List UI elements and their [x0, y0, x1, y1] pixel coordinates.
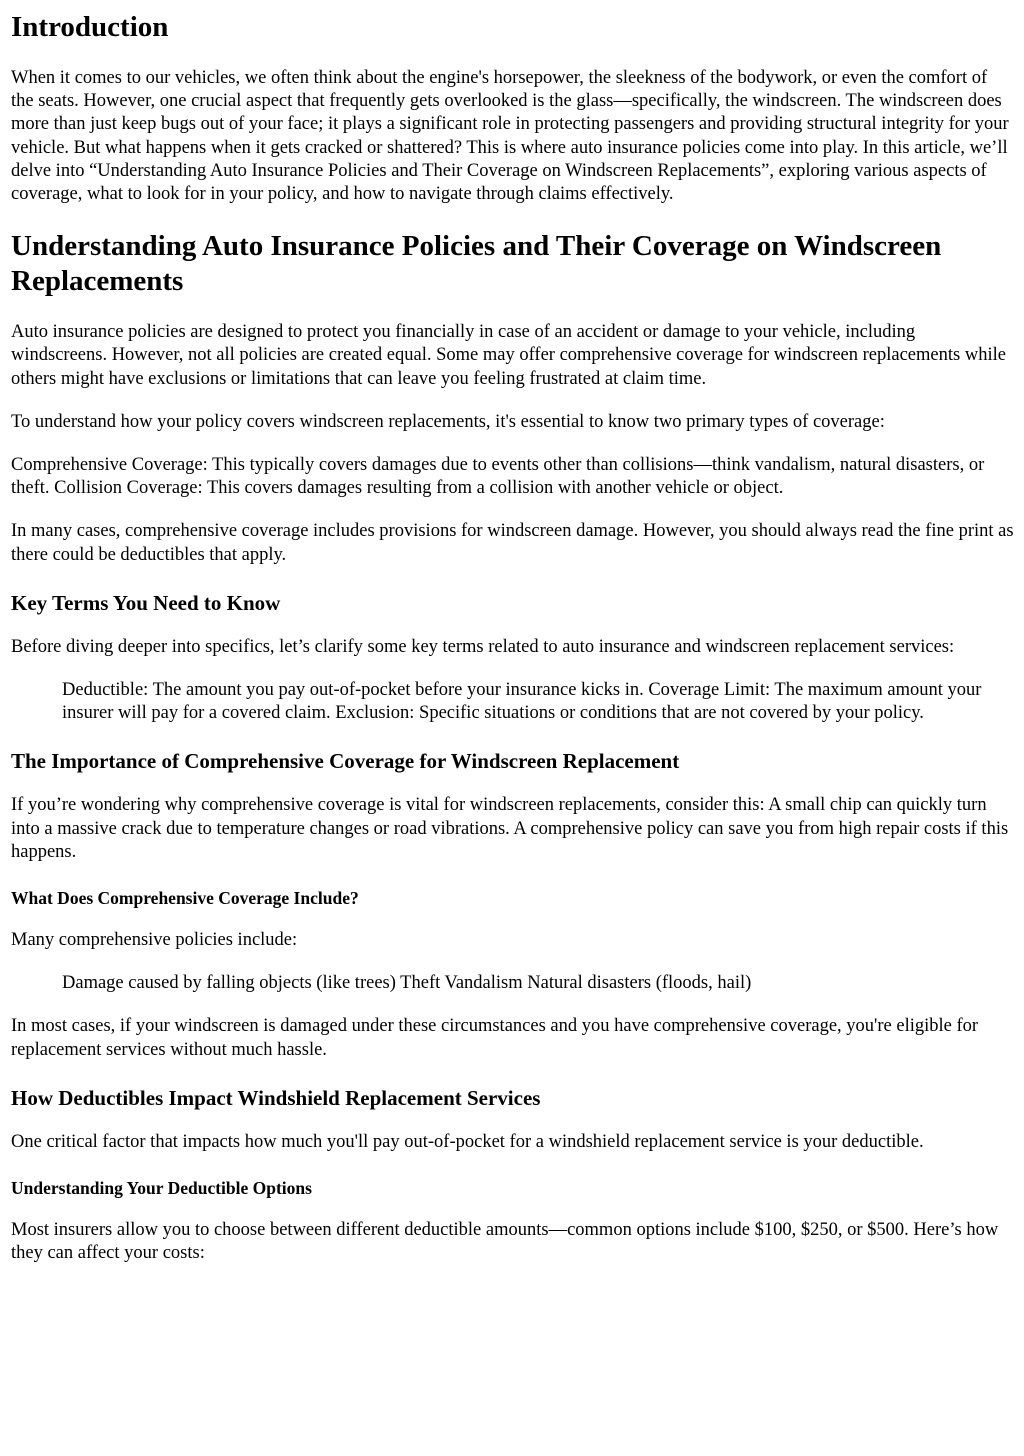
key-terms-paragraph: Before diving deeper into specifics, let’s clarify some key terms related to auto insurance and windscreen replacement services:: [11, 636, 955, 657]
options-paragraph: Most insurers allow you to choose between different deductible amounts—common options include $100, $250, or $500. Here’s how they can affect your costs:: [11, 1220, 999, 1264]
main-paragraph-2: To understand how your policy covers windscreen replacements, it's essential to know two primary types of coverage:: [11, 411, 885, 432]
key-terms-heading: Key Terms You Need to Know: [11, 590, 281, 615]
options-heading: Understanding Your Deductible Options: [11, 1178, 312, 1199]
include-paragraph-2: In most cases, if your windscreen is damaged under these circumstances and you have comprehensive coverage, you're eligible for replacement services without much hassle.: [11, 1016, 979, 1060]
intro-paragraph: When it comes to our vehicles, we often think about the engine's horsepower, the sleekness of the bodywork, or even the comfort of the seats. However, one crucial aspect that frequently gets overlooked is the glass—specifically, the windscreen. The windscreen does more than just keep bugs out of your face; it plays a significant role in protecting passengers and providing structural integrity for your vehicle. But what happens when it gets cracked or shattered? This is where auto insurance policies come into play. In this article, we’ll delve into “Understanding Auto Insurance Policies and Their Coverage on Windscreen Replacements”, exploring various aspects of coverage, what to look for in your policy, and how to navigate through claims effectively.: [11, 68, 1009, 205]
intro-heading: Introduction: [11, 11, 169, 43]
main-paragraph-1: Auto insurance policies are designed to protect you financially in case of an accident or damage to your vehicle, including windscreens. However, not all policies are created equal. Some may offer comprehensive coverage for windscreen replacements while others might have exclusions or limitations that can leave you feeling frustrated at claim time.: [11, 322, 1006, 389]
include-list: Damage caused by falling objects (like trees) Theft Vandalism Natural disasters (floods, hail): [62, 973, 752, 994]
main-paragraph-4: In many cases, comprehensive coverage includes provisions for windscreen damage. However, you should always read the fine print as there could be deductibles that apply.: [11, 521, 1014, 565]
include-paragraph-1: Many comprehensive policies include:: [11, 930, 298, 951]
deductibles-paragraph: One critical factor that impacts how much you'll pay out-of-pocket for a windshield replacement service is your deductible.: [11, 1131, 924, 1152]
include-heading: What Does Comprehensive Coverage Include?: [11, 888, 359, 909]
deductibles-heading: How Deductibles Impact Windshield Replacement Services: [11, 1085, 541, 1110]
article-body: [0, 10, 1024, 1265]
importance-heading: The Importance of Comprehensive Coverage for Windscreen Replacement: [11, 749, 680, 774]
importance-paragraph: If you’re wondering why comprehensive coverage is vital for windscreen replacements, consider this: A small chip can quickly turn into a massive crack due to temperature changes or road vibrations. A comprehensive policy can save you from high repair costs if this happens.: [11, 795, 1009, 862]
main-heading: Understanding Auto Insurance Policies and Their Coverage on Windscreen Replacements: [11, 230, 942, 298]
key-terms-list: Deductible: The amount you pay out-of-pocket before your insurance kicks in. Coverage Limit: The maximum amount your insurer will pay for a covered claim. Exclusion: Specific situations or conditions that are not covered by your policy.: [62, 680, 982, 724]
main-paragraph-3: Comprehensive Coverage: This typically covers damages due to events other than collisions—think vandalism, natural disasters, or theft. Collision Coverage: This covers damages resulting from a collision with another vehicle or object.: [11, 455, 985, 499]
